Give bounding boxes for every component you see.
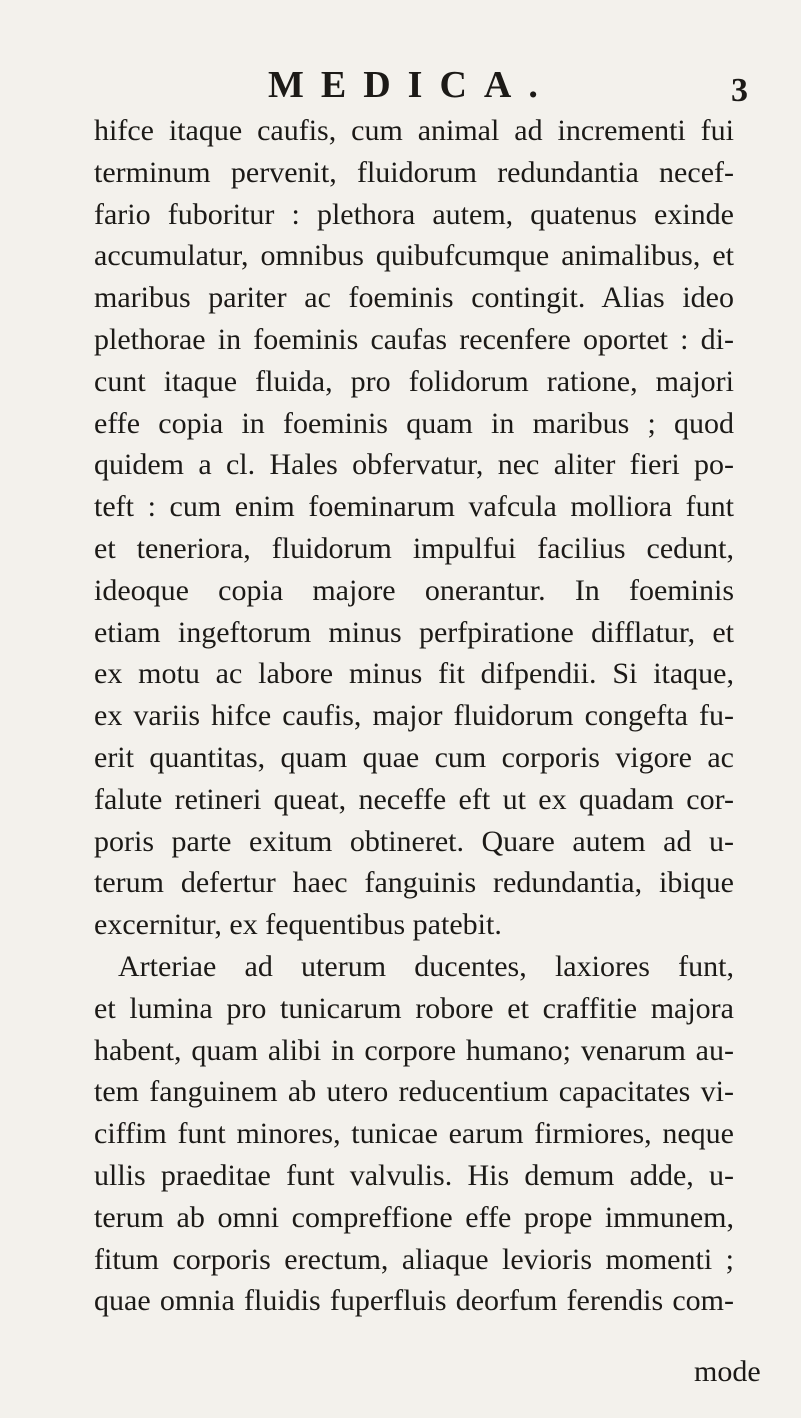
text-line: quae omnia fluidis fuperfluis deorfum ferendis com- bbox=[94, 1284, 734, 1318]
text-line: cunt itaque fluida, pro folidorum ratione, majori bbox=[94, 364, 734, 398]
text-line: maribus pariter ac foeminis contingit. Alias ideo bbox=[94, 281, 734, 315]
text-line: habent, quam alibi in corpore humano; venarum au- bbox=[94, 1033, 734, 1067]
text-line: ciffim funt minores, tunicae earum firmiores, neque bbox=[94, 1117, 734, 1151]
text-line: ex variis hifce caufis, major fluidorum congefta fu- bbox=[94, 699, 734, 733]
text-line: et lumina pro tunicarum robore et craffitie majora bbox=[94, 991, 734, 1025]
paragraph-first-line: Arteriae ad uterum ducentes, laxiores funt, bbox=[118, 949, 734, 983]
text-line: teft : cum enim foeminarum vafcula molliora funt bbox=[94, 490, 734, 524]
text-line: accumulatur, omnibus quibufcumque animalibus, et bbox=[94, 239, 734, 273]
text-line: plethorae in foeminis caufas recenfere oportet : di- bbox=[94, 322, 734, 356]
catchword: mode bbox=[694, 1355, 761, 1388]
text-line: excernitur, ex fequentibus patebit. bbox=[94, 908, 502, 942]
text-line: terum defertur haec fanguinis redundantia, ibique bbox=[94, 866, 734, 900]
text-line: etiam ingeftorum minus perfpiratione difflatur, et bbox=[94, 615, 734, 649]
text-line: falute retineri queat, neceffe eft ut ex quadam cor- bbox=[94, 782, 734, 816]
body-text bbox=[94, 110, 734, 1322]
text-line: ex motu ac labore minus fit difpendii. Si itaque, bbox=[94, 657, 734, 691]
running-head: MEDICA. bbox=[268, 64, 555, 106]
text-line: et teneriora, fluidorum impulfui facilius cedunt, bbox=[94, 531, 734, 565]
text-line: fitum corporis erectum, aliaque levioris momenti ; bbox=[94, 1242, 734, 1276]
page-header bbox=[0, 60, 801, 110]
text-line: poris parte exitum obtineret. Quare autem ad u- bbox=[94, 824, 734, 858]
text-line: quidem a cl. Hales obfervatur, nec aliter fieri po- bbox=[94, 448, 734, 482]
text-line: erit quantitas, quam quae cum corporis vigore ac bbox=[94, 740, 734, 774]
page-number: 3 bbox=[731, 72, 748, 109]
text-line: terum ab omni compreffione effe prope immunem, bbox=[94, 1200, 734, 1234]
text-line: effe copia in foeminis quam in maribus ; quod bbox=[94, 406, 734, 440]
text-line: terminum pervenit, fluidorum redundantia necef- bbox=[94, 155, 734, 189]
text-line: ullis praeditae funt valvulis. His demum adde, u- bbox=[94, 1158, 734, 1192]
text-line: fario fuboritur : plethora autem, quatenus exinde bbox=[94, 197, 734, 231]
text-line: ideoque copia majore onerantur. In foeminis bbox=[94, 573, 734, 607]
text-line: tem fanguinem ab utero reducentium capacitates vi- bbox=[94, 1075, 734, 1109]
text-line: hifce itaque caufis, cum animal ad incrementi fui bbox=[94, 114, 734, 147]
